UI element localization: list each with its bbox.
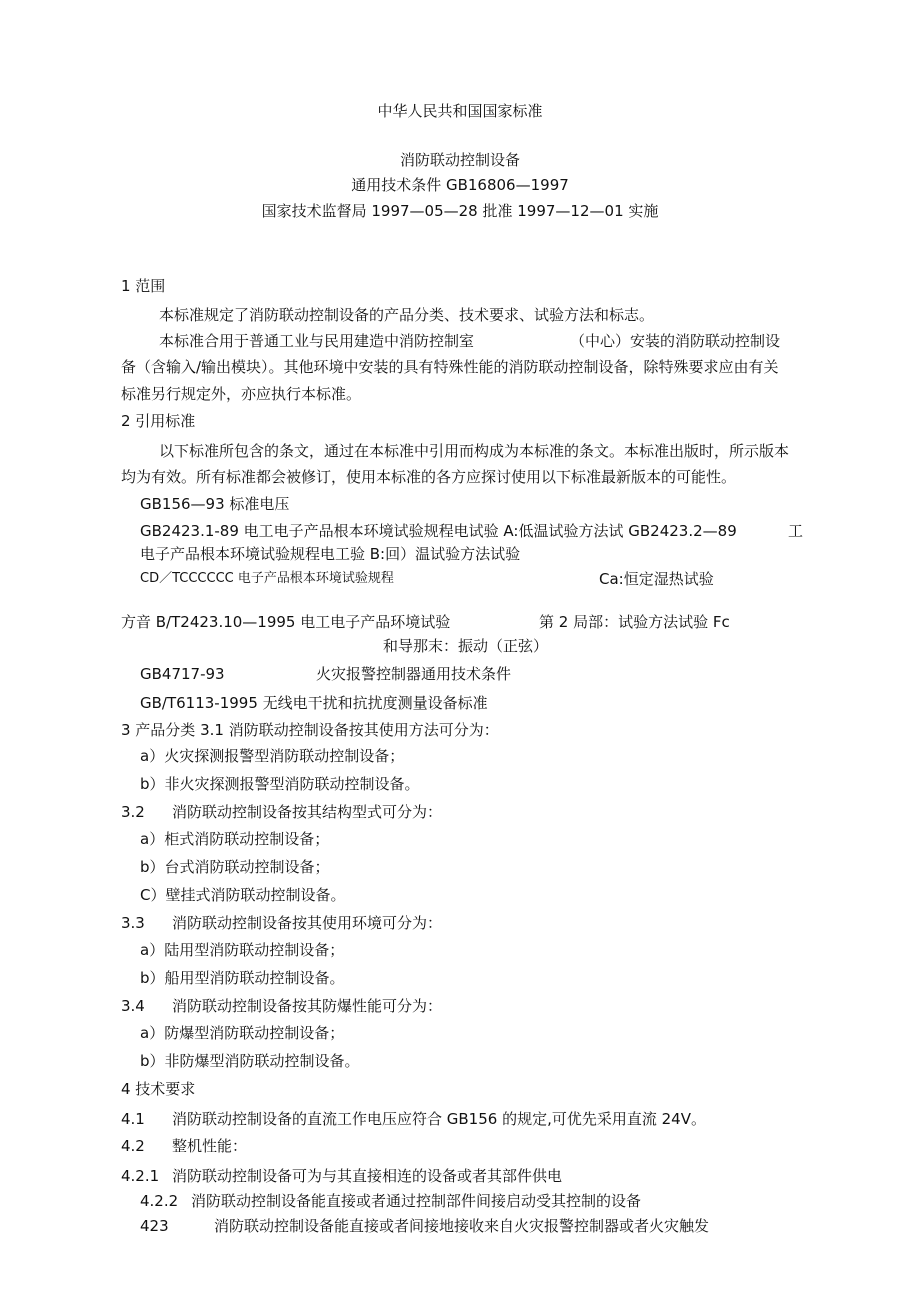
section-1-paragraph-2a: 本标准合用于普通工业与民用建造中消防控制室 xyxy=(159,332,475,350)
section-2-paragraph-line1: 以下标准所包含的条文，通过在本标准中引用而构成为本标准的条文。本标准出版时，所示版本 xyxy=(159,442,790,460)
section-3-2-text: 消防联动控制设备按其结构型式可分为： xyxy=(172,803,443,821)
reference-gbt2423-10-part: 第 2 局部：试验方法试验 Fc xyxy=(539,613,730,631)
section-3-4-item-a: a）防爆型消防联动控制设备； xyxy=(140,1024,345,1042)
section-1-heading: 1 范围 xyxy=(121,277,166,295)
section-1-paragraph-2-line3: 标准另行规定外，亦应执行本标准。 xyxy=(121,385,362,403)
section-3-3-item-a: a）陆用型消防联动控制设备； xyxy=(140,941,345,959)
section-3-2-number: 3.2 xyxy=(121,803,145,821)
section-2-paragraph-line2: 均为有效。所有标准都会被修订，使用本标准的各方应探讨使用以下标准最新版本的可能性。 xyxy=(121,468,737,486)
section-1-paragraph-2-line2: 备（含输入/输出模块）。其他环境中安装的具有特殊性能的消防联动控制设备，除特殊要求应由有关 xyxy=(121,358,779,376)
reference-gb2423-1-line1-tail: 工 xyxy=(788,522,804,540)
approval-line: 国家技术监督局 1997—05—28 批准 1997—12—01 实施 xyxy=(261,202,659,220)
section-4-1-text: 消防联动控制设备的直流工作电压应符合 GB156 的规定,可优先采用直流 24V。 xyxy=(172,1110,706,1128)
document-title: 消防联动控制设备 xyxy=(399,151,520,169)
document-subtitle: 通用技术条件 GB16806—1997 xyxy=(351,176,569,194)
national-standard-label: 中华人民共和国国家标准 xyxy=(377,102,543,120)
reference-gbt2423-10-line2: 和导那末：振动（正弦） xyxy=(383,637,549,655)
section-3-2-item-c: C）壁挂式消防联动控制设备。 xyxy=(140,886,346,904)
section-3-4-text: 消防联动控制设备按其防爆性能可分为： xyxy=(172,997,443,1015)
section-4-2-3-number: 423 xyxy=(140,1217,169,1235)
reference-gbt6113: GB/T6113-1995 无线电干扰和抗扰度测量设备标准 xyxy=(140,694,488,712)
section-3-3-item-b: b）船用型消防联动控制设备。 xyxy=(140,969,345,987)
section-2-heading: 2 引用标准 xyxy=(121,412,196,430)
section-3-2-item-a: a）柜式消防联动控制设备； xyxy=(140,830,330,848)
section-4-heading: 4 技术要求 xyxy=(121,1080,196,1098)
section-4-2-text: 整机性能： xyxy=(172,1137,248,1155)
reference-cd-tcc-test: Ca:恒定湿热试验 xyxy=(599,570,714,588)
section-3-heading: 3 产品分类 3.1 消防联动控制设备按其使用方法可分为： xyxy=(121,721,499,739)
section-4-2-1-text: 消防联动控制设备可为与其直接相连的设备或者其部件供电 xyxy=(172,1167,563,1185)
section-3-1-item-a: a）火灾探测报警型消防联动控制设备； xyxy=(140,747,405,765)
section-3-4-item-b: b）非防爆型消防联动控制设备。 xyxy=(140,1052,360,1070)
reference-gb156: GB156—93 标准电压 xyxy=(140,495,290,513)
section-1-paragraph-1: 本标准规定了消防联动控制设备的产品分类、技术要求、试验方法和标志。 xyxy=(159,306,655,324)
section-4-2-1-number: 4.2.1 xyxy=(121,1167,160,1185)
section-3-3-text: 消防联动控制设备按其使用环境可分为： xyxy=(172,914,443,932)
section-3-4-number: 3.4 xyxy=(121,997,145,1015)
section-4-2-2-text: 消防联动控制设备能直接或者通过控制部件间接启动受其控制的设备 xyxy=(191,1192,642,1210)
section-1-paragraph-2b: （中心）安装的消防联动控制设 xyxy=(570,332,781,350)
section-3-1-item-b: b）非火灾探测报警型消防联动控制设备。 xyxy=(140,775,420,793)
section-3-3-number: 3.3 xyxy=(121,914,145,932)
reference-gb2423-1-line2: 电子产品根本环境试验规程电工验 B:回）温试验方法试验 xyxy=(140,545,521,563)
section-4-2-3-text: 消防联动控制设备能直接或者间接地接收来自火灾报警控制器或者火灾触发 xyxy=(214,1217,710,1235)
reference-gbt2423-10: 方音 B/T2423.10—1995 电工电子产品环境试验 xyxy=(121,613,451,631)
section-4-2-2-number: 4.2.2 xyxy=(140,1192,179,1210)
reference-gb4717-code: GB4717-93 xyxy=(140,665,225,683)
reference-gb2423-1-line1: GB2423.1-89 电工电子产品根本环境试验规程电试验 A:低温试验方法试 GB2423.2—89 xyxy=(140,522,737,540)
reference-cd-tcc: CD／TCCCCCC 电子产品根本环境试验规程 xyxy=(140,571,394,586)
section-4-2-number: 4.2 xyxy=(121,1137,145,1155)
reference-gb4717-title: 火灾报警控制器通用技术条件 xyxy=(316,665,512,683)
section-4-1-number: 4.1 xyxy=(121,1110,145,1128)
section-3-2-item-b: b）台式消防联动控制设备； xyxy=(140,858,330,876)
